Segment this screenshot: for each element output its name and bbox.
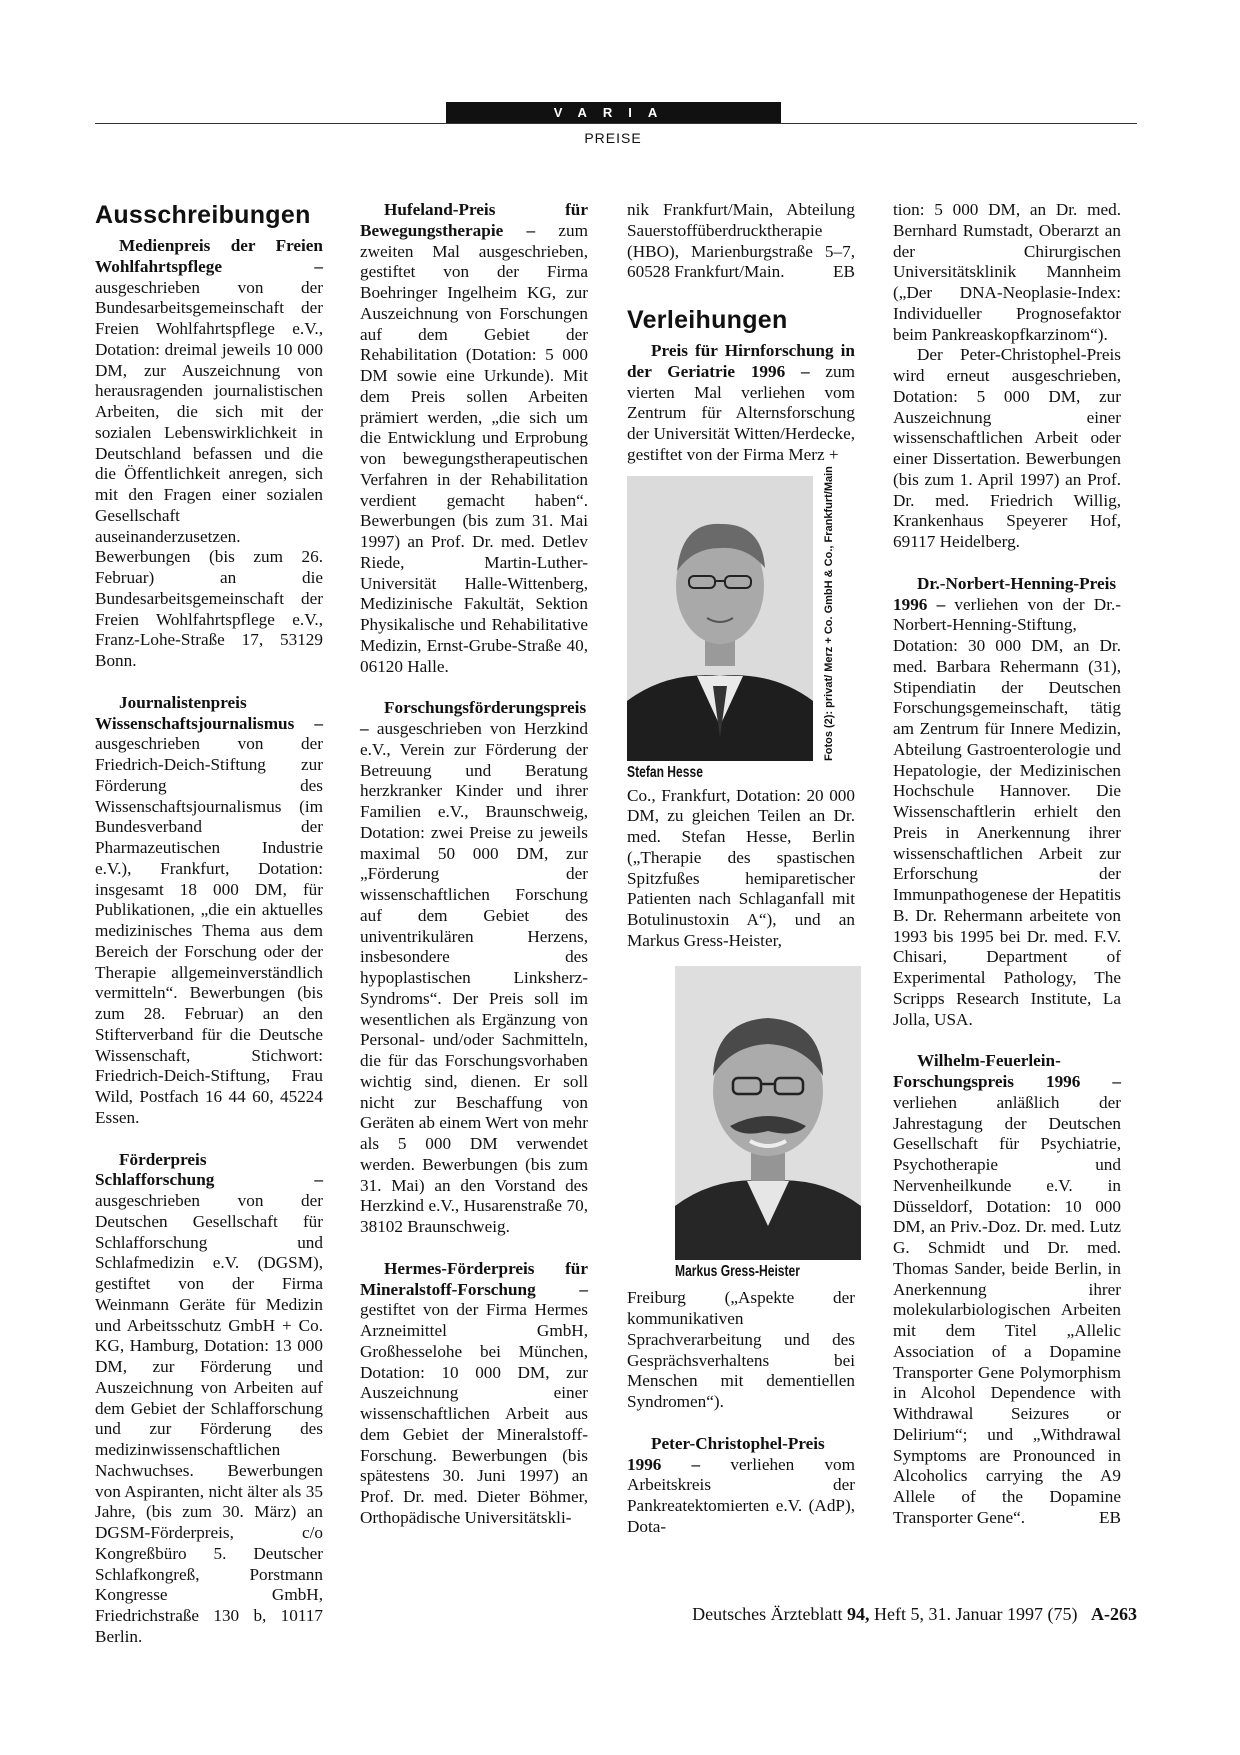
article-title: Journalistenpreis Wissenschaftsjournalismus –	[95, 692, 323, 733]
header-rule	[95, 123, 1137, 124]
author-signature: EB	[1099, 1507, 1121, 1527]
article-title: Medienpreis der Freien Wohlfahrtspflege –	[95, 236, 323, 276]
article-title: Förderpreis Schlafforschung –	[95, 1149, 323, 1190]
section-banner: VARIA	[446, 102, 781, 123]
article-title: Forschungsförderungspreis –	[360, 698, 587, 738]
article-medienpreis	[95, 236, 323, 672]
article-peter-christophel-preis	[627, 1434, 855, 1538]
photo-credit: Fotos (2): privat/ Merz + Co. GmbH & Co., Frankfurt/Main	[823, 465, 835, 761]
portrait-image	[675, 966, 861, 1260]
article-title: Peter-Christophel-Preis 1996 –	[627, 1433, 825, 1474]
article-peter-christophel-ausschreibung: Der Peter-Christophel-Preis wird erneut ausgeschrieben, Dotation: 5 000 DM, zur Auszeichnung einer wissenschaftlichen Arbeit oder einer Dissertation. Bewerbungen (bis zum 1. April 1997) an Prof. Dr. med. Friedrich Willig, Krankenhaus Speyerer Hof, 69117 Heidelberg.	[893, 345, 1121, 551]
journal-issue: Heft 5, 31. Januar 1997 (75)	[874, 1604, 1078, 1624]
article-foerderpreis-schlafforschung	[95, 1150, 323, 1648]
article-text: ausgeschrieben von Herzkind e.V., Verein zur Förderung der Betreuung und Beratung herzkranker Kinder und ihrer Familien e.V., Braunschweig, Dotation: zwei Preise zu jeweils maximal 50 000 DM, zur „Förderung der wissenschaftlichen Forschung auf dem Gebiet des univentrikulären Herzens, insbesondere des hypoplastischen Linksherz-Syndroms“. Der Preis soll im wesentlichen als Ergänzung von Personal- und/oder Sachmitteln, die für das Forschungsvorhaben wichtig sind, dienen. Er soll nicht zur Beschaffung von Geräten ab einem Wert von mehr als 5 000 DM verwendet werden. Bewerbungen (bis zum 31. Mai) an den Vorstand des Herzkind e.V., Husarenstraße 70, 38102 Braunschweig.	[360, 719, 588, 1236]
journal-volume: 94,	[847, 1604, 870, 1624]
page-number: A-263	[1091, 1604, 1137, 1624]
article-title: Dr.-Norbert-Henning-Preis 1996 –	[893, 573, 1117, 614]
subsection-label: PREISE	[584, 130, 642, 146]
article-hirnforschung-preis	[627, 341, 855, 466]
article-title: Hufeland-Preis für Bewegungstherapie –	[360, 200, 588, 240]
heading-verleihungen: Verleihungen	[627, 306, 788, 334]
article-text: nik Frankfurt/Main, Abteilung Sauerstoffüberdrucktherapie (HBO), Marienburgstraße 5–7, 60528 Frankfurt/Main.	[627, 200, 855, 282]
article-text: verliehen vom Arbeitskreis der Pankreatektomierten e.V. (AdP), Dota-	[627, 1454, 856, 1536]
portrait-stefan-hesse	[627, 476, 813, 761]
article-title: Hermes-Förderpreis für Mineralstoff-Forschung –	[360, 1258, 588, 1299]
article-hermes-continued	[627, 200, 855, 283]
article-journalistenpreis	[95, 693, 323, 1129]
article-text: ausgeschrieben von der Bundesarbeitsgemeinschaft der Freien Wohlfahrtspflege e.V., Dotation: dreimal jeweils 10 000 DM, zur Auszeichnung von herausragenden journalistischen Arbeiten, die sich mit der sozialen Lebenswirklichkeit in Deutschland befassen und die die Öffentlichkeit anregen, sich mit den Fragen einer sozialen Gesellschaft auseinanderzusetzen. Bewerbungen (bis zum 26. Februar) an die Bundesarbeitsgemeinschaft der Freien Wohlfahrtspflege e.V., Franz-Lohe-Straße 17, 53129 Bonn.	[95, 277, 323, 670]
column-1	[95, 200, 323, 1648]
article-text: ausgeschrieben von der Friedrich-Deich-Stiftung zur Förderung des Wissenschaftsjournalismus (im Bundesverband der Pharmazeutischen Industrie e.V.), Frankfurt, Dotation: insgesamt 18 000 DM, für Publikationen, „die ein aktuelles medizinisches Thema aus dem Bereich der Forschung oder der Therapie allgemeinverständlich vermitteln“. Bewerbungen (bis zum 28. Februar) an den Stifterverband für die Deutsche Wissenschaft, Stichwort: Friedrich-Deich-Stiftung, Frau Wild, Postfach 16 44 60, 45224 Essen.	[95, 734, 323, 1127]
journal-name: Deutsches Ärzteblatt	[692, 1604, 843, 1624]
article-hufeland-preis	[360, 200, 588, 677]
article-title: Wilhelm-Feuerlein-Forschungspreis 1996 –	[893, 1051, 1121, 1091]
page-footer	[692, 1604, 1137, 1625]
article-peter-christophel-continued: tion: 5 000 DM, an Dr. med. Bernhard Rumstadt, Oberarzt an der Chirurgischen Universitätsklinik Mannheim („Der DNA-Neoplasie-Index: Individueller Prognosefaktor beim Pankreaskopfkarzinom“).	[893, 200, 1121, 344]
article-text: gestiftet von der Firma Hermes Arzneimittel GmbH, Großhesselohe bei München, Dotation: 10 000 DM, zur Auszeichnung einer wissenschaftlichen Arbeit aus dem Gebiet der Mineralstoff-Forschung. Bewerbungen (bis spätestens 30. Juni 1997) an Prof. Dr. med. Dieter Böhmer, Orthopädische Universitätskli-	[360, 1300, 588, 1527]
article-text: ausgeschrieben von der Deutschen Gesellschaft für Schlafforschung und Schlafmedizin e.V. (DGSM), gestiftet von der Firma Weinmann Geräte für Medizin und Arbeitsschutz GmbH + Co. KG, Hamburg, Dotation: 13 000 DM, zur Förderung und Auszeichnung von Arbeiten auf dem Gebiet der Schlafforschung und zur Förderung des medizinwissenschaftlichen Nachwuchses. Bewerbungen von Aspiranten, nicht älter als 35 Jahre, (bis zum 30. März) an DGSM-Förderpreis, c/o Kongreßbüro 5. Deutscher Schlafkongreß, Porstmann Kongresse GmbH, Friedrichstraße 130 b, 10117 Berlin.	[95, 1191, 323, 1646]
article-text: zum vierten Mal verliehen vom Zentrum für Alternsforschung der Universität Witten/Herdecke, gestiftet von der Firma Merz +	[627, 361, 855, 464]
photo-block-hesse	[627, 465, 855, 786]
heading-ausschreibungen: Ausschreibungen	[95, 201, 311, 229]
column-4	[893, 200, 1121, 1529]
photo-caption-gress-heister: Markus Gress-Heister	[675, 1262, 800, 1280]
article-norbert-henning-preis	[893, 574, 1121, 1031]
photo-block-gress-heister	[675, 966, 861, 1283]
column-2	[360, 200, 588, 1529]
article-text: verliehen von der Dr.-Norbert-Henning-Stiftung, Dotation: 30 000 DM, an Dr. med. Barbara Rehermann (31), Stipendiatin der Deutschen Forschungsgemeinschaft, tätig am Zentrum für Innere Medizin, Abteilung Gastroenterologie und Hepatologie, der Medizinischen Hochschule Hannover. Die Wissenschaftlerin erhielt den Preis in Anerkennung ihrer wissenschaftlichen Arbeit zur Erforschung der Immunpathogenese der Hepatitis B. Dr. Rehermann arbeitete von 1993 bis 1995 bei Dr. med. F.V. Chisari, Department of Experimental Pathology, The Scripps Research Institute, La Jolla, USA.	[893, 594, 1121, 1029]
article-hermes-foerderpreis	[360, 1259, 588, 1529]
article-forschungsfoerderungspreis	[360, 698, 588, 1238]
article-title: Preis für Hirnforschung in der Geriatrie 1996 –	[627, 341, 855, 381]
article-text: zum zweiten Mal ausgeschrieben, gestiftet von der Firma Boehringer Ingelheim KG, zur Auszeichnung von Forschungen auf dem Gebiet der Rehabilitation (Dotation: 5 000 DM sowie eine Urkunde). Mit dem Preis sollen Arbeiten prämiert werden, „die sich um die Entwicklung und Erprobung von bewegungstherapeutischen Verfahren in der Rehabilitation verdient gemacht haben“. Bewerbungen (bis zum 31. Mai 1997) an Prof. Dr. med. Detlev Riede, Martin-Luther-Universität Halle-Wittenberg, Medizinische Fakultät, Sektion Physikalische und Rehabilitative Medizin, Ernst-Grube-Straße 40, 06120 Halle.	[360, 220, 588, 676]
photo-caption-hesse: Stefan Hesse	[627, 763, 703, 781]
article-wilhelm-feuerlein-preis	[893, 1051, 1121, 1528]
article-hirnforschung-continued: Co., Frankfurt, Dotation: 20 000 DM, zu gleichen Teilen an Dr. med. Stefan Hesse, Berlin („Therapie des spastischen Spitzfußes hemiparetischer Patienten nach Schlaganfall mit Botulinustoxin A“), und an Markus Gress-Heister,	[627, 785, 855, 950]
column-3	[627, 200, 855, 1538]
author-signature: EB	[833, 262, 855, 282]
article-text: verliehen anläßlich der Jahrestagung der Deutschen Gesellschaft für Psychiatrie, Psychotherapie und Nervenheilkunde e.V. in Düsseldorf, Dotation: 10 000 DM, an Priv.-Doz. Dr. med. Lutz G. Schmidt und Dr. med. Thomas Sander, beide Berlin, in Anerkennung ihrer molekularbiologischen Arbeiten mit dem Titel „Allelic Association of a Dopamine Transporter Gene Polymorphism in Alcohol Dependence with Withdrawal Seizures or Delirium“; und „Withdrawal Symptoms are Pronounced in Alcoholics carrying the A9 Allele of the Dopamine Transporter Gene“.	[893, 1092, 1121, 1527]
article-hirnforschung-continued-2: Freiburg („Aspekte der kommunikativen Sprachverarbeitung und des Gesprächsverhaltens bei Menschen mit dementiellen Syndromen“).	[627, 1288, 855, 1411]
portrait-image	[627, 476, 813, 761]
portrait-markus-gress-heister	[675, 966, 861, 1260]
